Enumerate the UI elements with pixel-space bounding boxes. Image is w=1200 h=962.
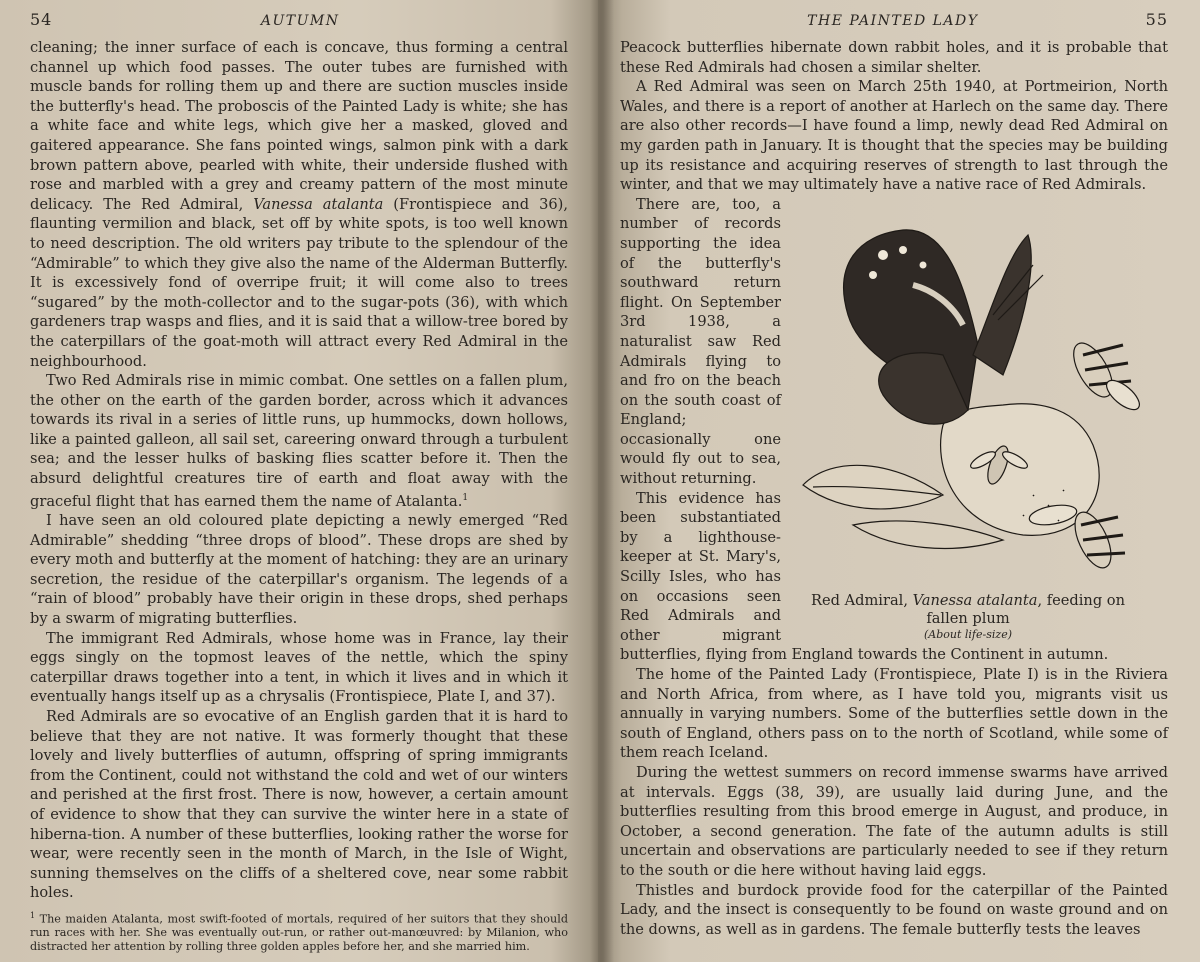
left-paragraph-5: Red Admirals are so evocative of an English garden that it is hard to believe that they are not native. It was formerly thought that these lovely and lively butterflies of autumn, offspring of spring immigrants from the Continent, could not withstand the cold and wet of our winters and perished at the first frost. There is now, however, a certain amount of evidence to show that they can survive the winter here in a state of hiberna-tion. A number of these butterflies, looking rather the worse for wear, were recently seen in the month of March, in the Isle of Wight, sunning themselves on the cliffs of a sheltered cove, near some rabbit holes.	[30, 708, 568, 902]
right-running-title: THE PAINTED LADY	[807, 13, 979, 29]
left-paragraph-1: cleaning; the inner surface of each is concave, thus forming a central channel up which food passes. The outer tubes are furnished with muscle bands for rolling them up and there are suction muscles inside the butterfly's head. The proboscis of the Painted Lady is white; she has a white face and white legs, which give her a masked, gloved and gaitered appearance. She fans pointed wings, salmon pink with a dark brown pattern above, pearled with white, their underside flushed with rose and marbled with a grey and creamy pattern of the most minute delicacy. The Red Admiral, Vanessa atalanta (Frontispiece and 36), flaunting vermilion and black, set off by white spots, is too well known to need description. The old writers pay tribute to the splendour of the “Admirable” to which they give also the name of the Alderman Butterfly. It is excessively fond of overripe fruit; it will come also to trees “sugared” by the moth-collector and to the sugar-pots (36), with which gardeners trap wasps and flies, and it is said that a willow-tree bored by the caterpillars of the goat-moth will attract every Red Admiral in the neighbourhood.	[30, 39, 568, 370]
right-paragraph-7: Thistles and burdock provide food for the caterpillar of the Painted Lady, and the insect is consequently to be found on waste ground and on the downs, as well as in gardens. The female butterfly tests the leaves	[620, 881, 1168, 938]
right-paragraph-1: Peacock butterflies hibernate down rabbit holes, and it is probable that these Red Admirals had chosen a similar shelter.	[620, 39, 1168, 76]
left-page-number: 54	[30, 10, 53, 29]
left-running-head	[30, 10, 568, 38]
right-paragraph-3: There are, too, a number of records supporting the idea of the butterfly's southward return flight. On September 3rd 1938, a naturalist saw Red Admirals flying to and fro on the beach on the south coast of England; occasionally one would fly out to sea, without returning.	[620, 195, 781, 488]
footnote: $^1$ The maiden Atalanta, most swift-footed of mortals, required of her suitors that they should run races with her. She was eventually out-run, or rather out-manœuvred: by Milanion, who distracted her attention by rolling three golden apples before her, and she married him.	[30, 910, 568, 953]
right-body-text	[620, 38, 1168, 939]
figure	[793, 195, 1168, 643]
figure-size-note: (About life-size)	[924, 628, 1012, 642]
figure-caption: Red Admiral, Vanessa atalanta, feeding on fallen plum (About life-size)	[793, 592, 1143, 642]
right-paragraph-6: During the wettest summers on record immense swarms have arrived at intervals. Eggs (38, 39), are usually laid during June, and the butterflies resulting from this brood emerge in August, and produce, in October, a second generation. The fate of the autumn adults is still uncertain and observations are particularly needed to see if they return to the south or die here without having laid eggs.	[620, 763, 1168, 879]
right-page-number: 55	[1145, 10, 1168, 29]
left-paragraph-2: Two Red Admirals rise in mimic combat. One settles on a fallen plum, the other on the earth of the garden border, across which it advances towards its rival in a series of little runs, up hummocks, down hollows, like a painted galleon, all sail set, careering onward through a turbulent sea; and the lesser hulks of basking flies scatter before it. Then the absurd delightful creatures tire of earth and float away with the graceful flight that has earned them the name of Atalanta.$^1$	[30, 372, 568, 510]
right-paragraph-5: The home of the Painted Lady (Frontispiece, Plate I) is in the Riviera and North Africa, from where, as I have told you, migrants visit us annually in varying numbers. Some of the butterflies settle down in the south of England, others pass on to the north of Scotland, while some of them reach Iceland.	[620, 666, 1168, 762]
footnote-ref: 1	[462, 492, 469, 503]
species-name: Vanessa atalanta	[253, 195, 384, 213]
left-paragraph-3: I have seen an old coloured plate depicting a newly emerged “Red Admirable” shedding “three drops of blood”. These drops are shed by every moth and butterfly at the moment of hatching: they are an urinary secretion, the residue of the caterpillar's organism. The legends of a “rain of blood” probably have their origin in these drops, shed perhaps by a swarm of migrating butterflies.	[30, 512, 568, 628]
right-page	[598, 0, 1200, 962]
right-paragraph-4: This evidence has been substantiated by a lighthouse-keeper at St. Mary's, Scilly Isles, who has on occasions seen Red Admirals and other migrant butterflies, flying from England towards the Continent in autumn.	[620, 489, 1109, 664]
left-body-text	[30, 38, 568, 903]
left-paragraph-4: The immigrant Red Admirals, whose home was in France, lay their eggs singly on the topmost leaves of the nettle, which the spiny caterpillar draws together into a tent, in which it lives and in which it eventually hangs itself up as a chrysalis (Frontispiece, Plate I, and 37).	[30, 629, 568, 706]
left-running-title: AUTUMN	[260, 13, 340, 29]
left-page	[0, 0, 598, 962]
right-paragraph-2: A Red Admiral was seen on March 25th 1940, at Portmeirion, North Wales, and there is a report of another at Harlech on the same day. There are also other records—I have found a limp, newly dead Red Admiral on my garden path in January. It is thought that the species may be building up its resistance and acquiring reserves of strength to last through the winter, and that we may ultimately have a native race of Red Admirals.	[620, 78, 1168, 194]
red-admiral-illustration	[793, 195, 1168, 585]
right-running-head	[620, 10, 1168, 38]
